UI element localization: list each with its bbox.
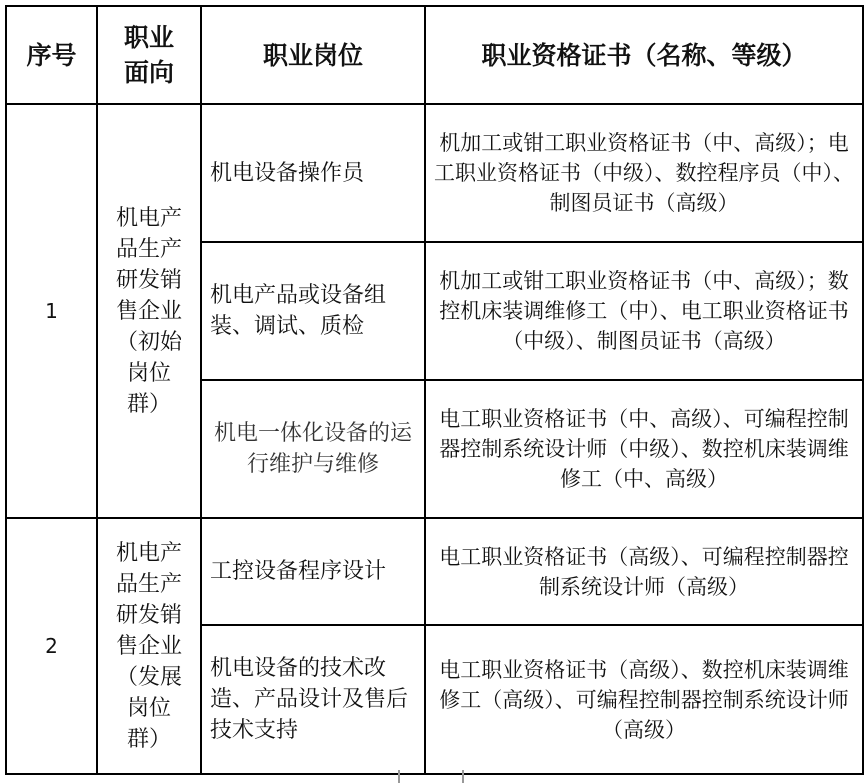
position-cell: 机电设备的技术改造、产品设计及售后技术支持 — [201, 625, 425, 774]
header-row — [6, 6, 863, 104]
group-direction — [97, 104, 201, 518]
position-cell: 机电设备操作员 — [201, 104, 425, 242]
position-cell: 机电产品或设备组装、调试、质检 — [201, 242, 425, 380]
header-direction-text: 职业面向 — [123, 23, 174, 87]
header-position: 职业岗位 — [201, 6, 425, 104]
group-direction — [97, 518, 201, 774]
table-row — [6, 104, 863, 242]
position-cell: 工控设备程序设计 — [201, 518, 425, 625]
certificate-cell: 电工职业资格证书（高级）、数控机床装调维修工（高级）、可编程控制器控制系统设计师（高级） — [425, 625, 863, 774]
certificate-cell: 机加工或钳工职业资格证书（中、高级）；电工职业资格证书（中级）、数控程序员（中）、制图员证书（高级） — [425, 104, 863, 242]
certificate-cell: 电工职业资格证书（中、高级）、可编程控制器控制系统设计师（中级）、数控机床装调维修工（中、高级） — [425, 380, 863, 518]
table-row — [6, 518, 863, 625]
header-certificate: 职业资格证书（名称、等级） — [425, 6, 863, 104]
group-index: 2 — [6, 518, 97, 774]
group-direction-text: 机电产品生产研发销售企业（初始岗位群） — [115, 205, 182, 417]
page-edge-fragment — [398, 770, 464, 783]
group-index: 1 — [6, 104, 97, 518]
group-direction-text: 机电产品生产研发销售企业（发展岗位群） — [115, 540, 182, 752]
position-cell: 机电一体化设备的运行维护与维修 — [201, 380, 425, 518]
certificate-cell: 机加工或钳工职业资格证书（中、高级）；数控机床装调维修工（中）、电工职业资格证书（中级）、制图员证书（高级） — [425, 242, 863, 380]
header-direction — [97, 6, 201, 104]
header-index: 序号 — [6, 6, 97, 104]
certificate-cell: 电工职业资格证书（高级）、可编程控制器控制系统设计师（高级） — [425, 518, 863, 625]
qualification-table — [5, 5, 864, 775]
